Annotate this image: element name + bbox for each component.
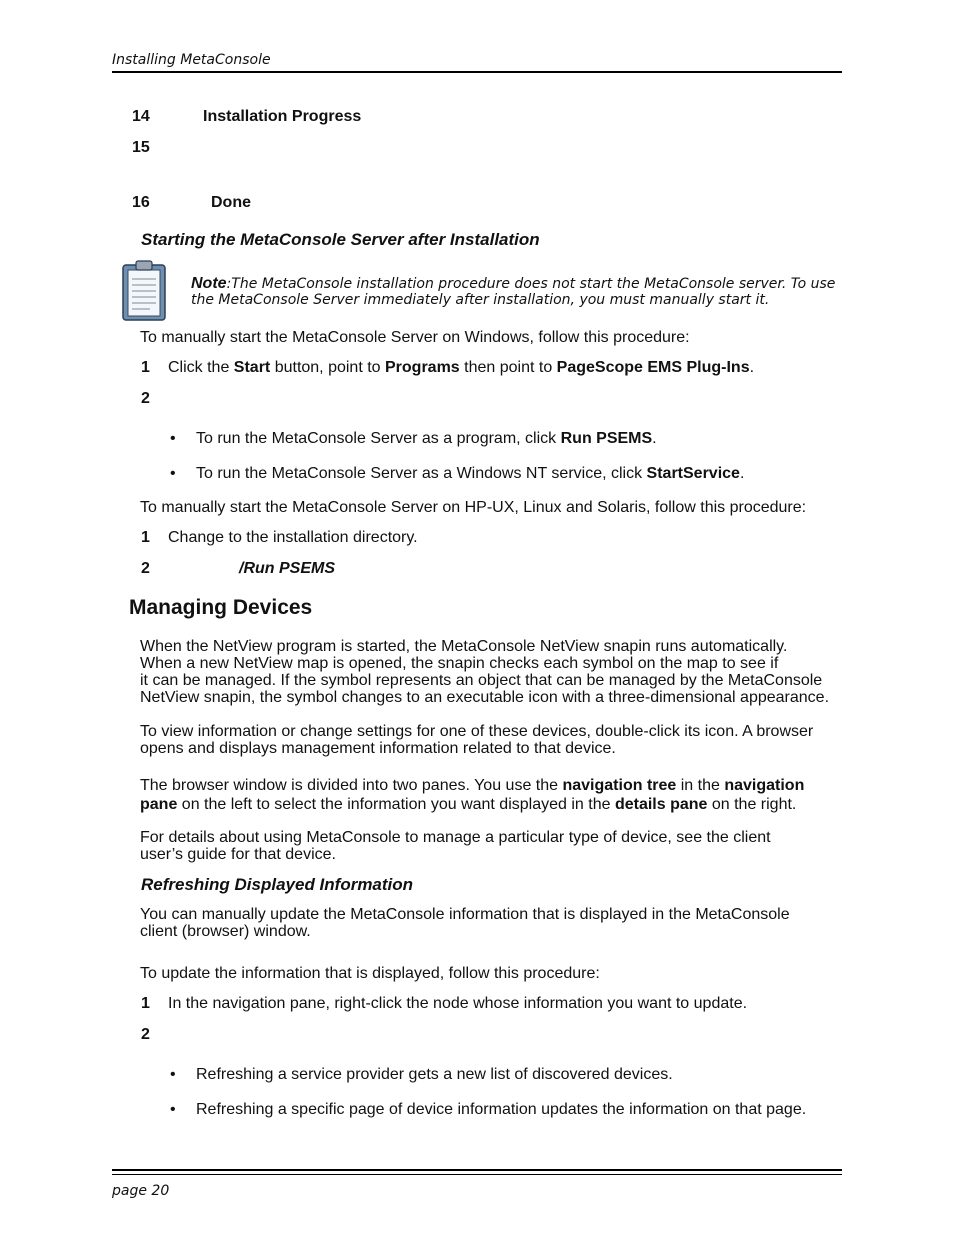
text-run: To run the MetaConsole Server as a program, click bbox=[196, 430, 561, 447]
text-run: in the bbox=[676, 777, 725, 794]
text-run: on the right. bbox=[707, 796, 797, 813]
text-run: . bbox=[652, 430, 657, 447]
text-line: For details about using MetaConsole to manage a particular type of device, see the client bbox=[140, 829, 771, 846]
step-15-number: 15 bbox=[132, 139, 150, 156]
bullet-marker: • bbox=[170, 1101, 176, 1118]
refresh-step-1-text: In the navigation pane, right-click the node whose information you want to update. bbox=[168, 995, 748, 1012]
text-line: user’s guide for that device. bbox=[140, 846, 336, 863]
bullet-refresh-service-provider: Refreshing a service provider gets a new list of discovered devices. bbox=[196, 1066, 673, 1083]
plugins-term: PageScope EMS Plug-Ins bbox=[556, 359, 750, 376]
text-line: To view information or change settings for one of these devices, double-click its icon. A browser bbox=[140, 723, 814, 740]
step-16-number: 16 bbox=[132, 194, 150, 211]
step-16-label: Done bbox=[211, 194, 251, 211]
windows-procedure-intro: To manually start the MetaConsole Server on Windows, follow this procedure: bbox=[140, 329, 690, 346]
text-run: then point to bbox=[459, 359, 557, 376]
text-line: When the NetView program is started, the MetaConsole NetView snapin runs automatically. bbox=[140, 638, 788, 655]
footer-rule-thin bbox=[112, 1174, 842, 1175]
managing-devices-paragraph-4 bbox=[140, 829, 845, 863]
text-line: client (browser) window. bbox=[140, 923, 311, 940]
footer-rule bbox=[112, 1169, 842, 1171]
text-line: it can be managed. If the symbol represents an object that can be managed by the MetaConsole bbox=[140, 672, 823, 689]
managing-devices-paragraph-1 bbox=[140, 638, 845, 706]
details-pane-term: details pane bbox=[614, 796, 708, 813]
unix-step-2-number: 2 bbox=[141, 560, 150, 577]
text-line bbox=[140, 776, 845, 795]
section-heading-refreshing: Refreshing Displayed Information bbox=[141, 875, 414, 894]
text-line bbox=[140, 795, 845, 814]
win-step-1-text bbox=[168, 359, 848, 377]
running-header: Installing MetaConsole bbox=[112, 52, 271, 68]
managing-devices-paragraph-3 bbox=[140, 776, 845, 814]
text-line: You can manually update the MetaConsole information that is displayed in the MetaConsole bbox=[140, 906, 790, 923]
text-line: When a new NetView map is opened, the snapin checks each symbol on the map to see if bbox=[140, 655, 779, 672]
refresh-step-2-number: 2 bbox=[141, 1026, 150, 1043]
startservice-term: StartService bbox=[646, 465, 740, 482]
bullet-marker: • bbox=[170, 1066, 176, 1083]
unix-step-1-text: Change to the installation directory. bbox=[168, 529, 418, 546]
section-heading-managing-devices: Managing Devices bbox=[129, 596, 313, 619]
header-rule bbox=[112, 71, 842, 73]
text-run: . bbox=[739, 465, 745, 482]
note-body: :The MetaConsole installation procedure does not start the MetaConsole server. To use the MetaConsole Server immediately after installation, you must manually start it. bbox=[191, 276, 836, 308]
unix-step-1-number: 1 bbox=[141, 529, 150, 546]
text-line: NetView snapin, the symbol changes to an executable icon with a three-dimensional appearance. bbox=[140, 689, 830, 706]
bullet-run-as-service bbox=[196, 465, 846, 483]
refresh-step-1-number: 1 bbox=[141, 995, 150, 1012]
navigation-tree-term: navigation tree bbox=[562, 777, 677, 794]
text-run: button, point to bbox=[270, 359, 385, 376]
note-callout bbox=[191, 276, 841, 308]
page-number: page 20 bbox=[112, 1183, 170, 1199]
win-step-2-number: 2 bbox=[141, 390, 150, 407]
clipboard-icon bbox=[120, 259, 170, 323]
bullet-refresh-specific-page: Refreshing a specific page of device information updates the information on that page. bbox=[196, 1101, 807, 1118]
note-label: Note bbox=[191, 275, 227, 292]
bullet-marker: • bbox=[170, 430, 176, 447]
text-run: Click the bbox=[168, 359, 234, 376]
bullet-run-as-program bbox=[196, 430, 846, 448]
programs-term: Programs bbox=[385, 359, 460, 376]
navigation-pane-term: navigation bbox=[724, 777, 805, 794]
unix-step-2-command: /Run PSEMS bbox=[239, 560, 336, 577]
text-run: The browser window is divided into two panes. You use the bbox=[140, 777, 563, 794]
section-heading-starting-server: Starting the MetaConsole Server after Installation bbox=[141, 230, 540, 249]
text-line: opens and displays management information related to that device. bbox=[140, 740, 616, 757]
start-term: Start bbox=[233, 359, 271, 376]
refreshing-procedure-intro: To update the information that is displayed, follow this procedure: bbox=[140, 965, 600, 982]
text-run: . bbox=[749, 359, 755, 376]
win-step-1-number: 1 bbox=[141, 359, 150, 376]
step-14-number: 14 bbox=[132, 108, 150, 125]
managing-devices-paragraph-2 bbox=[140, 723, 845, 757]
navigation-pane-term-cont: pane bbox=[140, 796, 178, 813]
unix-procedure-intro: To manually start the MetaConsole Server on HP-UX, Linux and Solaris, follow this procedure: bbox=[140, 499, 807, 516]
refreshing-paragraph-1 bbox=[140, 906, 845, 940]
text-run: To run the MetaConsole Server as a Windows NT service, click bbox=[196, 465, 647, 482]
step-14-label: Installation Progress bbox=[203, 108, 362, 125]
text-run: on the left to select the information you want displayed in the bbox=[177, 796, 615, 813]
run-psems-term: Run PSEMS bbox=[560, 430, 653, 447]
bullet-marker: • bbox=[170, 465, 176, 482]
